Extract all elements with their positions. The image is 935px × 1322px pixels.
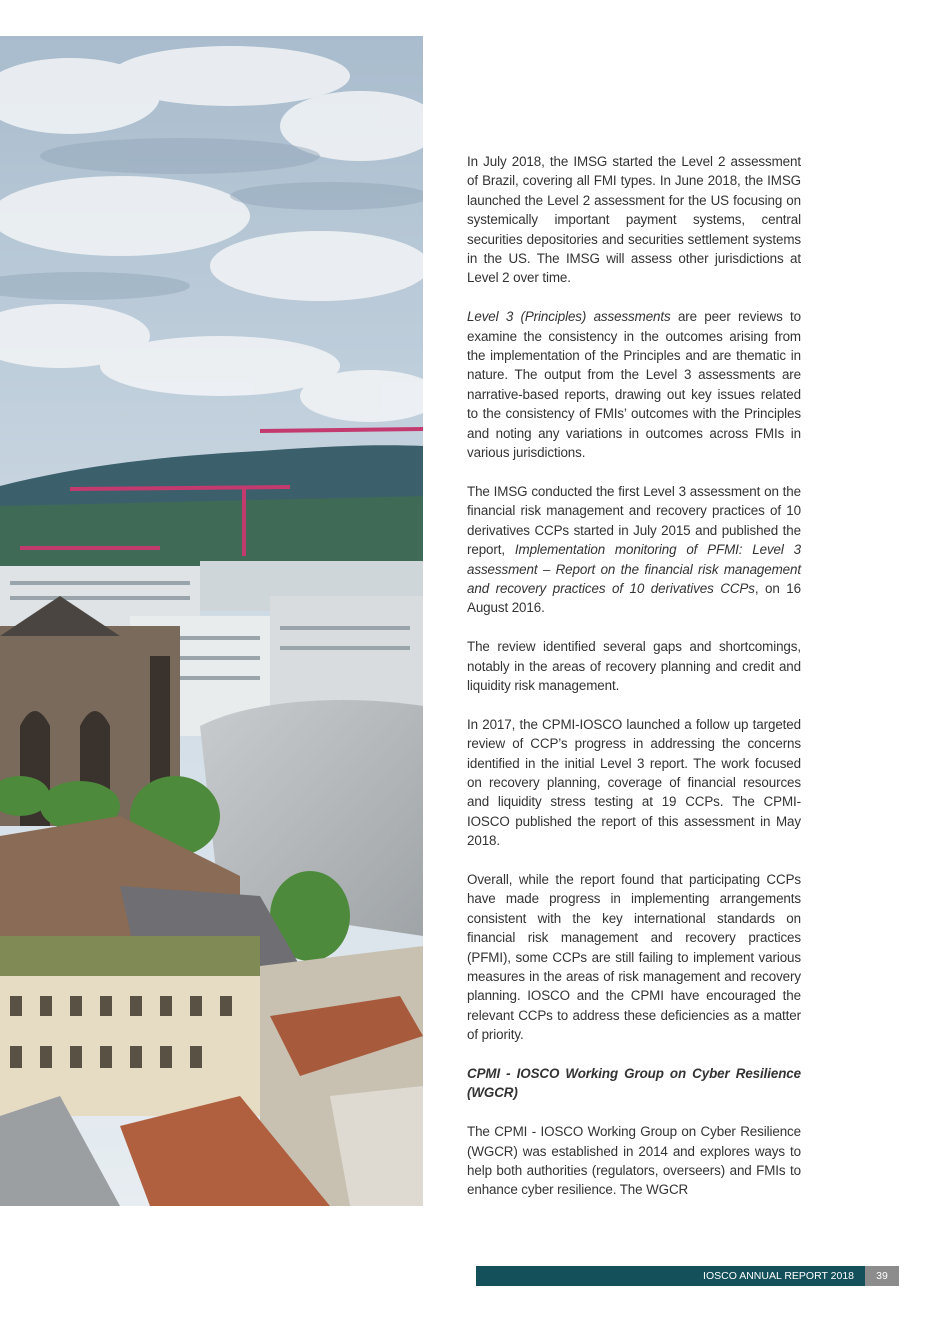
paragraph-overall-findings: Overall, while the report found that participating CCPs have made progress in implementing arrangements consistent with the key international standards on financial risk management and recovery practices (PFMI), some CCPs are still failing to implement various measures in the areas of risk management and recovery planning. IOSCO and the CPMI have encouraged the relevant CCPs to address these deficiencies as a matter of priority.	[467, 871, 801, 1043]
paragraph-level3-definition	[467, 307, 801, 462]
level3-description: are peer reviews to examine the consistency in the outcomes arising from the implementation of the Principles and are thematic in nature. The output from the Level 3 assessments are narrative-based reports, drawing out key issues related to the consistency of FMIs’ outcomes with the Principles and noting any variations in outcomes across FMIs in various jurisdictions.	[467, 309, 802, 461]
paragraph-wgcr-intro: The CPMI - IOSCO Working Group on Cyber Resilience (WGCR) was established in 2014 and explores ways to help both authorities (regulators, overseers) and FMIs to enhance cyber resilience. The WGCR	[467, 1124, 801, 1198]
paragraph-review-gaps: The review identified several gaps and shortcomings, notably in the areas of recovery planning and credit and liquidity risk management.	[467, 639, 801, 693]
paragraph-level2-assessments: In July 2018, the IMSG started the Level 2 assessment of Brazil, covering all FMI types. In June 2018, the IMSG launched the Level 2 assessment for the US focusing on systemically important payment systems, central securities depositories and securities settlement systems in the US. The IMSG will assess other jurisdictions at Level 2 over time.	[467, 154, 801, 286]
paragraph-follow-up-review: In 2017, the CPMI-IOSCO launched a follow up targeted review of CCP’s progress in addressing the concerns identified in the initial Level 3 report. The work focused on recovery planning, coverage of financial resources and liquidity stress testing at 19 CCPs. The CPMI-IOSCO published the report of this assessment in May 2018.	[467, 716, 801, 849]
page-number: 39	[865, 1266, 899, 1286]
report-title: Implementation monitoring of PFMI: Level 3 assessment – Report on the financial risk management and recovery practices of 10 derivatives CCPs	[467, 542, 801, 596]
article-body	[467, 152, 801, 1219]
first-assessment-intro: The IMSG conducted the first Level 3 assessment on the financial risk management and recovery practices of 10 derivatives CCPs started in July 2015 and published the report,	[467, 483, 801, 558]
first-assessment-date: , on 16 August 2016.	[467, 580, 801, 616]
footer-report-title: IOSCO ANNUAL REPORT 2018	[476, 1266, 865, 1286]
paragraph-first-level3-assessment	[467, 482, 801, 618]
city-skyline-photo	[0, 36, 423, 1206]
section-heading-wgcr: CPMI - IOSCO Working Group on Cyber Resilience (WGCR)	[467, 1066, 801, 1101]
level3-term: Level 3 (Principles) assessments	[467, 309, 671, 325]
